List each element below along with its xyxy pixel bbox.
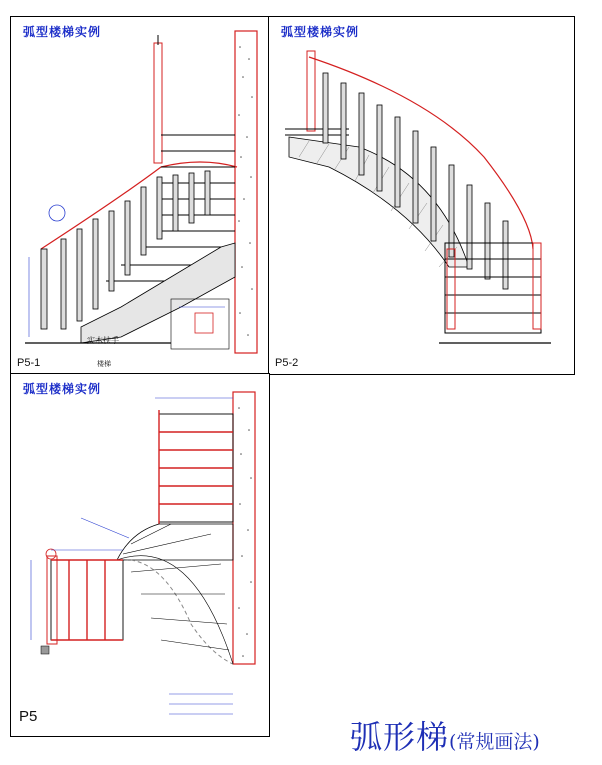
panel-title-p5-2: 弧型楼梯实例 xyxy=(281,25,360,39)
elevation-panel-p5-2 xyxy=(268,16,575,375)
panel-label-p5-1: P5-1 xyxy=(17,357,41,369)
plan-panel-p5 xyxy=(10,373,270,737)
panel-title-p5: 弧型楼梯实例 xyxy=(23,382,102,396)
panel-label-p5: P5 xyxy=(19,708,38,725)
stair-note: 楼梯 xyxy=(97,361,111,368)
caption-sub: (常规画法) xyxy=(449,731,540,753)
elevation-panel-p5-1 xyxy=(10,16,270,375)
handrail-note: 实木扶手 xyxy=(87,336,119,345)
elevation-drawing-p5-1 xyxy=(11,17,269,374)
panel-label-p5-2: P5-2 xyxy=(275,357,299,369)
drawing-caption xyxy=(350,712,540,758)
panel-title-p5-1: 弧型楼梯实例 xyxy=(23,25,102,39)
plan-drawing-p5 xyxy=(11,374,269,736)
elevation-drawing-p5-2 xyxy=(269,17,574,374)
caption-main: 弧形梯 xyxy=(350,718,450,756)
